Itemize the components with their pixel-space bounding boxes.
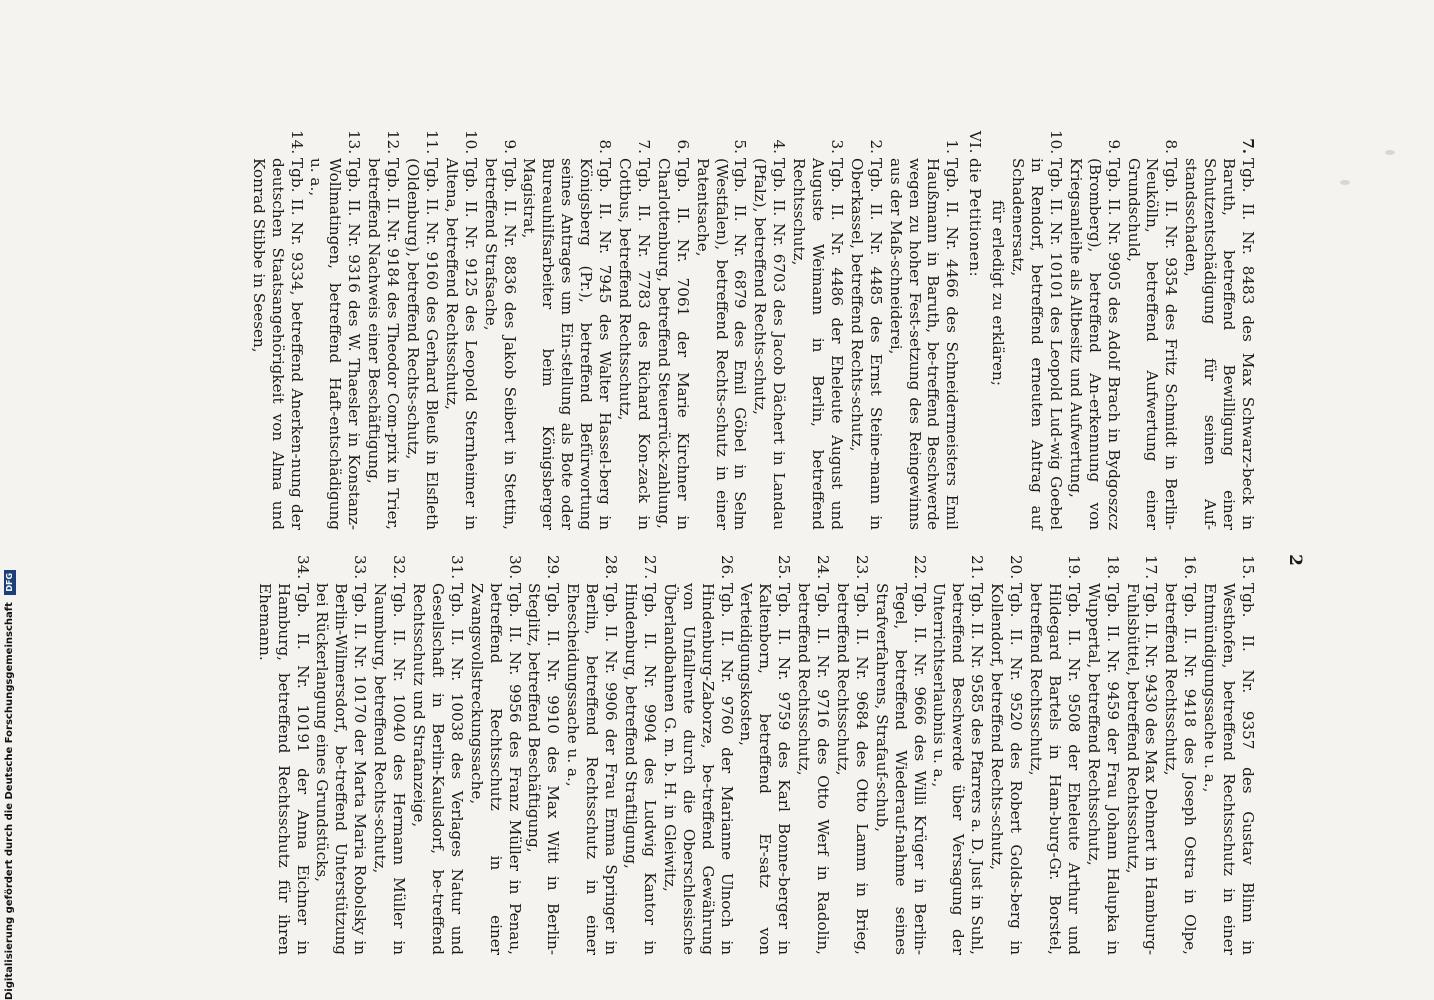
scan-smudge	[1385, 150, 1395, 155]
petition-entry	[403, 130, 441, 530]
entry-number: 3.	[827, 139, 846, 154]
entry-number: 28.	[602, 555, 621, 580]
entry-number: 9.	[1104, 139, 1123, 154]
petition-entry	[442, 130, 480, 530]
entry-text: Tgb. II. Nr. 9906 der Frau Emma Springer in Berlin, betreffend Rechtsschutz in einer Ehescheidungssache u. a.,	[564, 583, 621, 955]
entry-number: 30.	[505, 555, 524, 580]
petition-entry	[987, 555, 1025, 955]
entry-text: Tgb. II. Nr. 9160 des Gerhard Bleuß in Elsfleth (Oldenburg), betreffend Rechts-schutz,	[404, 158, 441, 530]
entry-text: Tgb. II. Nr. 10191 der Anna Eichner in Hamburg, betreffend Rechtsschutz für ihren Ehemann.	[255, 583, 312, 955]
entry-number: 29.	[544, 555, 563, 580]
entry-number: 1.	[943, 139, 962, 154]
scan-smudge	[1340, 180, 1350, 185]
entry-text: Tgb. II. Nr. 9910 des Max Witt in Berlin-Steglitz, betreffend Beschäftigung,	[525, 583, 563, 955]
section-number: VI.	[966, 130, 985, 154]
entry-number: 8.	[1162, 139, 1181, 154]
entry-number: 17.	[1142, 555, 1161, 580]
entry-number: 6.	[673, 139, 692, 154]
entry-number: 13.	[345, 130, 364, 155]
entry-number: 10.	[461, 130, 480, 155]
entry-number: 23.	[852, 555, 871, 580]
petition-entry	[789, 130, 846, 530]
dfg-logo: DFG	[4, 570, 16, 595]
entry-number: 15.	[1239, 555, 1257, 580]
entry-number: 14.	[287, 130, 306, 155]
entry-text: Tgb. II. Nr. 7945 des Walter Hassel-berg in Königsberg (Pr.), betreffend Befürwortung seines Antrages um Ein-stellung als Bote oder Bureauhilfsarbeiter beim Königsberger Magistrat,	[520, 158, 615, 530]
entry-text: Tgb. II. Nr. 9585 des Pfarrers a. D. Just in Suhl, betreffend Beschwerde über Versagung der Unterrichtserlaubnis u. a.,	[930, 583, 987, 955]
entry-text: Tgb. II. Nr. 9316 des W. Thaesler in Konstanz-Wollmatingen, betreffend Haft-entschädigung u. a.,	[307, 158, 364, 530]
entry-text: Tgb. II. Nr. 4485 des Ernst Steine-mann in Oberkassel, betreffend Rechts-schutz,	[847, 158, 885, 530]
entry-number: 26.	[717, 555, 736, 580]
entry-number: 19.	[1064, 555, 1083, 580]
petition-entry	[872, 555, 929, 955]
left-column	[248, 130, 1257, 530]
section-heading	[965, 130, 984, 530]
entry-text: Tgb. II. Nr. 9357 des Gustav Blinn in Westhofen, betreffend Rechtsschutz in einer Entmündigungssache u. a.,	[1201, 583, 1257, 955]
entry-text: Tgb. II. Nr. 9666 des Willi Krüger in Berlin-Tegel, betreffend Wiederauf-nahme seines Strafverfahrens, Strafauf-schub,	[872, 583, 929, 955]
petition-entry	[654, 130, 692, 530]
petition-entry	[886, 130, 962, 530]
digitization-footer	[2, 560, 18, 1000]
entry-text: Tgb. II. Nr. 9684 des Otto Lamm in Brieg, betreffend Rechtsschutz,	[833, 583, 871, 955]
entry-text: Tgb. II. Nr. 9184 des Theodor Com-prix in Trier, betreffend Nachweis einer Beschäftigung,	[365, 158, 403, 530]
entry-number: 27.	[640, 555, 659, 580]
entry-text: Tgb. II. Nr. 10101 des Leopold Lud-wig Goebel in Rendorf, betreffend erneuten Antrag auf Schadenersatz,	[1009, 158, 1065, 530]
entry-number: 9.	[500, 139, 519, 154]
petition-entry	[615, 130, 653, 530]
petition-entry	[1026, 555, 1083, 955]
petition-entry	[370, 555, 408, 955]
footer-text: Digitalisierung gefördert durch die Deutsche Forschungsgemeinschaft	[4, 602, 15, 1000]
entry-number: 25.	[775, 555, 794, 580]
entry-number: 4.	[770, 139, 789, 154]
petition-entry	[1161, 555, 1199, 955]
petition-entry	[255, 555, 312, 955]
petition-entry	[249, 130, 306, 530]
erledigt-line: für erledigt zu erklären;	[989, 200, 1008, 386]
petition-entry	[847, 130, 885, 530]
entry-text: Tgb. II. Nr. 4486 der Eheleute August und Auguste Weimann in Berlin, betreffend Rechtsschutz,	[790, 158, 846, 530]
entry-number: 20.	[1007, 555, 1026, 580]
entry-number: 7.	[1239, 138, 1257, 154]
entry-text: Tgb. II. Nr. 9905 des Adolf Brach in Bydgoszcz (Bromberg), betreffend An-erkennung von Kriegsanleihe als Altbesitz und Aufwertung,	[1066, 158, 1123, 530]
entry-text: Tgb. II. Nr. 7061 der Marie Kirchner in Charlottenburg, betreffend Steuerrück-zahlung,	[654, 158, 692, 530]
petition-entry	[1008, 130, 1065, 530]
petition-entry	[467, 555, 524, 955]
petition-entry	[409, 555, 466, 955]
petition-entry	[693, 130, 750, 530]
petition-entry	[1066, 130, 1123, 530]
entry-text: Tgb. II. Nr. 9508 der Eheleute Arthur und Hildegard Bartels in Ham-burg-Gr. Borstel, betreffend Rechtsschutz,	[1027, 583, 1083, 955]
petition-entry	[1123, 555, 1161, 955]
entry-text: Tgb. II. Nr. 6879 des Emil Göbel in Selm (Westfalen), betreffend Rechts-schutz in einer Patentsache,	[693, 158, 750, 530]
petition-entry	[1200, 555, 1257, 955]
entry-number: 5.	[731, 139, 750, 154]
entry-number: 22.	[910, 555, 929, 580]
petition-entry	[525, 555, 563, 955]
petition-entry	[520, 130, 615, 530]
entry-number: 2.	[866, 139, 885, 154]
entry-text: Tgb. II. Nr. 9418 des Joseph Ostra in Olpe, betreffend Rechtsschutz,	[1162, 583, 1200, 955]
petition-entry	[794, 555, 832, 955]
entry-number: 12.	[384, 130, 403, 155]
entry-text: Tgb. II. Nr. 7783 des Richard Kon-zack in Cottbus, betreffend Rechtsschutz,	[616, 158, 653, 530]
entry-text: Tgb. II. Nr. 9459 der Frau Johann Halupka in Wuppertal, betreffend Rechtsschutz,	[1084, 583, 1122, 955]
entry-number: 24.	[814, 555, 833, 580]
rotated-page-content	[130, 130, 1305, 990]
entry-text: Tgb. II. Nr. 10170 der Marta Maria Robolsky in Berlin-Wilmersdorf, be-treffend Unterstützung bei Rückerlangung eines Grundstücks,	[313, 583, 370, 955]
petition-entry	[1181, 130, 1257, 530]
entry-text: Tgb. II. Nr. 9334, betreffend Anerken-nung der deutschen Staatsangehörigkeit von Alma und Konrad Stibbe in Seesen,	[249, 158, 306, 530]
entry-text: Tgb. II. Nr. 9430 des Max Dehnert in Hamburg-Fuhlsbüttel, betreffend Rechtsschutz,	[1123, 583, 1161, 955]
right-column	[254, 555, 1257, 955]
petition-entry	[621, 555, 659, 955]
petition-entry	[364, 130, 402, 530]
entry-text: Tgb. II. Nr. 10038 des Verlages Natur und Gesellschaft in Berlin-Kaulsdorf, be-treffend Rechtsschutz und Strafanzeige,	[410, 583, 466, 955]
entry-text: Tgb. II. Nr. 4466 des Schneidermeisters Emil Haußmann in Baruth, be-treffend Beschwerde wegen zu hoher Fest-setzung des Reingewinns aus der Maß-schneiderei,	[886, 158, 962, 530]
entry-number: 33.	[351, 555, 370, 580]
entry-number: 32.	[390, 555, 409, 580]
petition-entry	[1084, 555, 1122, 955]
entry-text: Tgb. II. Nr. 9904 des Ludwig Kantor in Hindenburg, betreffend Straftilgung,	[622, 583, 659, 955]
entry-number: 21.	[968, 555, 987, 580]
entry-text: Tgb. II. Nr. 8836 des Jakob Seibert in Stettin, betreffend Strafsache,	[481, 158, 519, 530]
entry-number: 8.	[596, 139, 615, 154]
entry-text: Tgb. II. Nr. 10040 des Hermann Müller in Naumburg, betreffend Rechts-schutz,	[371, 583, 409, 955]
entry-number: 16.	[1181, 555, 1200, 580]
entry-text: Tgb. II. Nr. 9760 der Marianne Ulnoch in Hindenburg-Zaborze, be-treffend Gewährung von Unfallrente durch die Oberschlesische Überlandbahnen G. m. b. H. in Gleiwitz,	[660, 583, 736, 955]
petition-entry	[307, 130, 364, 530]
petition-entry	[481, 130, 519, 530]
entry-text: Tgb. II. Nr. 9956 des Franz Müller in Penau, betreffend Rechtsschutz in einer Zwangsvollstreckungssache,	[467, 583, 524, 955]
petition-entry	[833, 555, 871, 955]
petition-entry	[563, 555, 620, 955]
petition-entry	[660, 555, 736, 955]
entry-number: 11.	[422, 130, 441, 155]
petition-entry	[1124, 130, 1181, 530]
page-number: 2	[1285, 554, 1305, 566]
entry-text: Tgb. II. Nr. 9125 des Leopold Sternheimer in Altena, betreffend Rechtsschutz,	[442, 158, 480, 530]
entry-number: 10.	[1046, 130, 1065, 155]
entry-number: 34.	[293, 555, 312, 580]
petition-entry	[737, 555, 794, 955]
petition-entry	[930, 555, 987, 955]
petition-entry	[750, 130, 788, 530]
entry-number: 7.	[634, 139, 653, 154]
entry-number: 18.	[1103, 555, 1122, 580]
entry-number: 31.	[447, 555, 466, 580]
entry-text: Tgb. II. Nr. 8483 des Max Schwarz-beck in Baruth, betreffend Bewilligung einer Schutzentschädigung für seinen Auf-standsschaden,	[1182, 158, 1257, 530]
section-title: die Petitionen:	[966, 158, 985, 278]
entry-text: Tgb. II. Nr. 9354 des Fritz Schmidt in Berlin-Neukölln, betreffend Aufwertung einer Grundschuld,	[1124, 158, 1181, 530]
entry-text: Tgb. II. Nr. 6703 des Jacob Dächert in Landau (Pfalz), betreffend Rechts-schutz,	[751, 158, 789, 530]
petition-entry	[313, 555, 370, 955]
entry-text: Tgb. II. Nr. 9520 des Robert Golds-berg in Kollendorf, betreffend Rechts-schutz,	[988, 583, 1026, 955]
entry-text: Tgb. II. Nr. 9716 des Otto Werf in Radolin, betreffend Rechtsschutz,	[795, 583, 833, 955]
entry-text: Tgb. II. Nr. 9759 des Karl Bonne-berger in Kaltenborn, betreffend Er-satz von Verteidigungskosten,	[737, 583, 794, 955]
